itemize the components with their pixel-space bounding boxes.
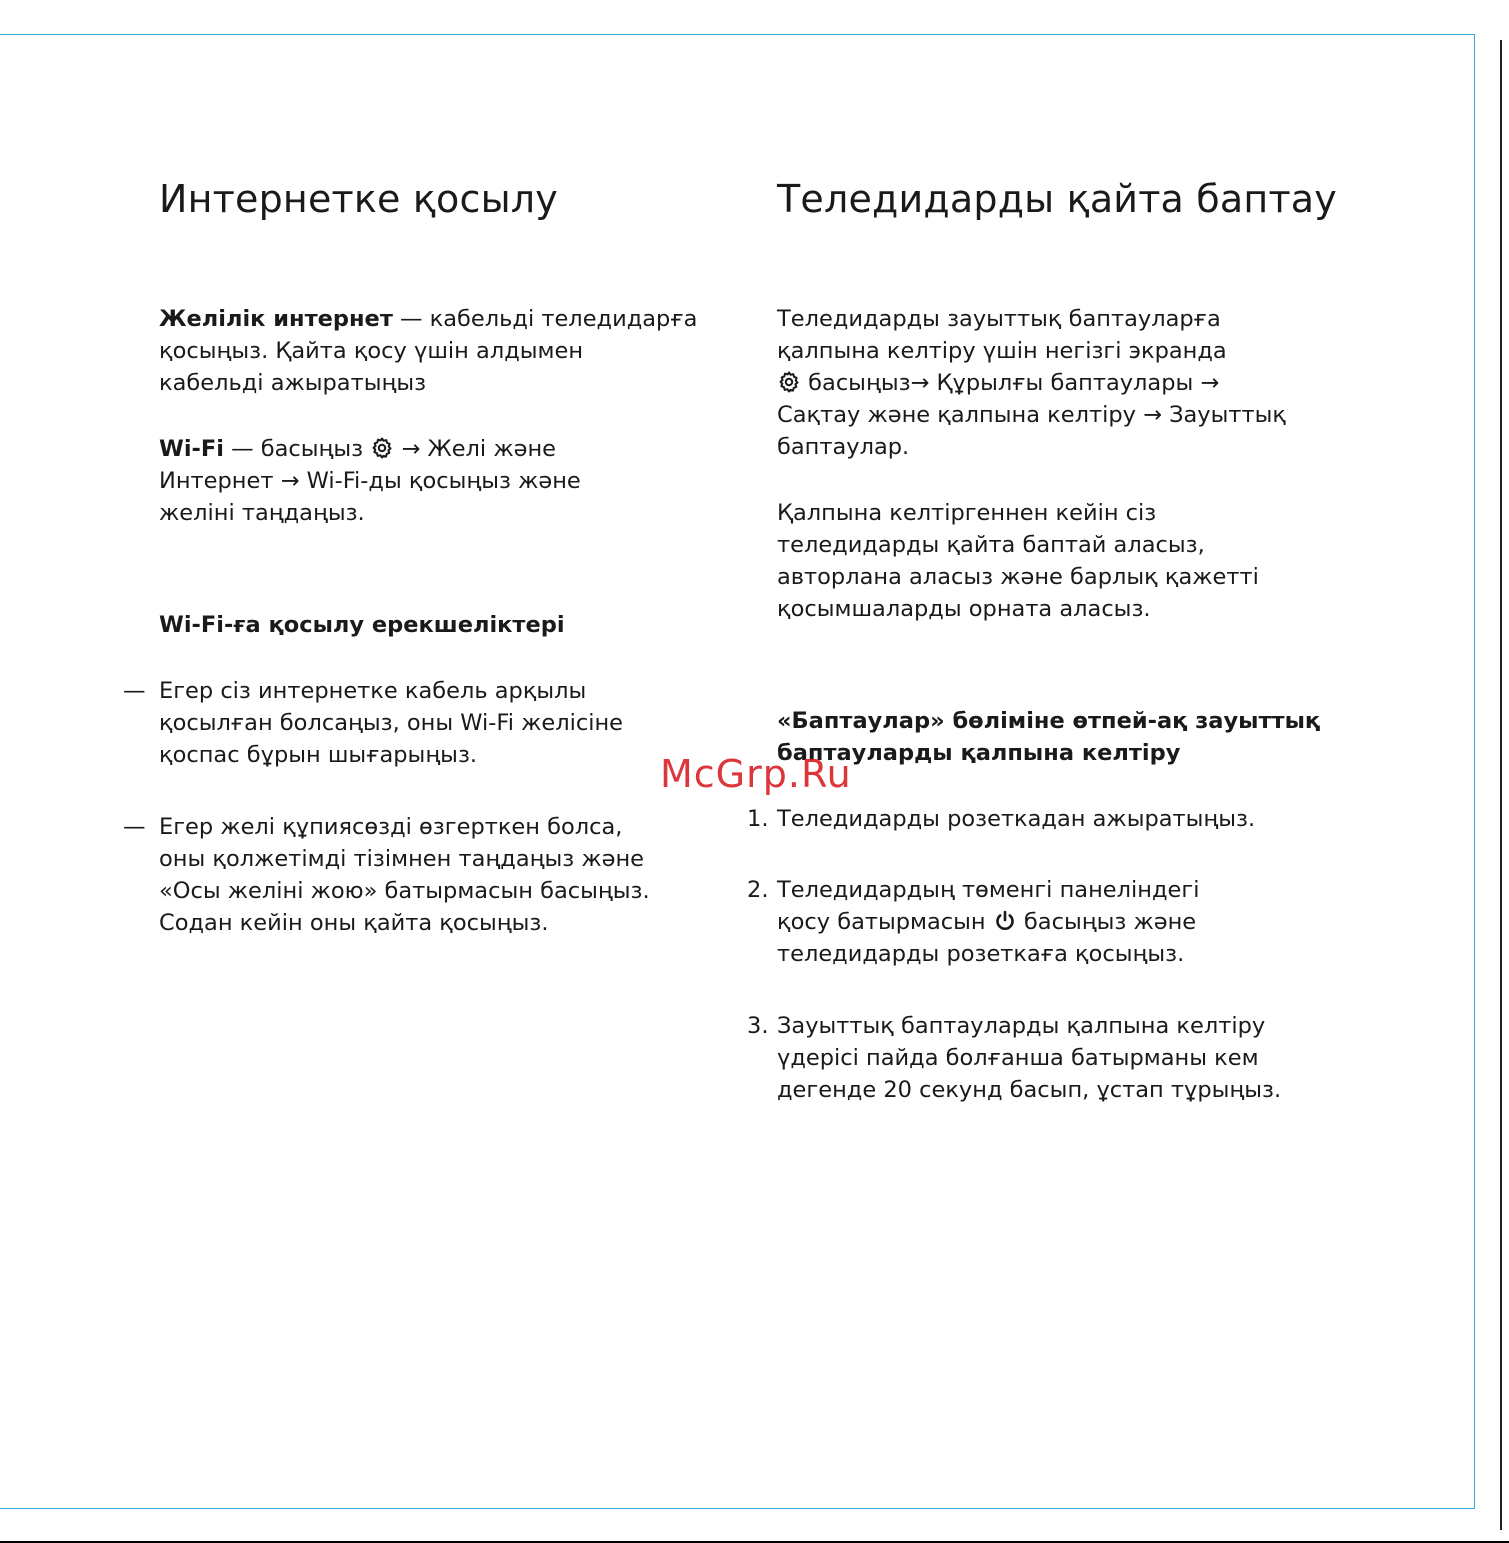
page-edge-rule bbox=[1500, 40, 1502, 1530]
reset-without-settings-heading: «Баптаулар» бөліміне өтпей-ақ зауыттық баптауларды қалпына келтіру bbox=[777, 708, 1321, 766]
wired-label: Желілік интернет bbox=[159, 306, 393, 332]
bullet-dash: — bbox=[123, 678, 146, 704]
bullet-item: — Егер желі құпиясөзді өзгерткен болса, оны қолжетімді тізімнен таңдаңыз және «Осы желіні жою» батырмасын басыңыз. Содан кейін оны қайта қосыңыз. bbox=[159, 811, 650, 939]
step-item: 1. Теледидарды розеткадан ажыратыңыз. bbox=[777, 803, 1255, 835]
gear-icon bbox=[777, 370, 801, 394]
page-frame-right bbox=[1474, 34, 1475, 1508]
step-number: 2. bbox=[747, 877, 769, 903]
wifi-features-heading: Wi-Fi-ға қосылу ерекшеліктері bbox=[159, 612, 565, 638]
bullet-dash: — bbox=[123, 814, 146, 840]
wifi-paragraph: Wi-Fi — басыңыз → Желі және Интернет → Wi-Fi-ды қосыңыз және желіні таңдаңыз. bbox=[159, 436, 581, 526]
power-icon bbox=[993, 909, 1017, 933]
gear-icon bbox=[370, 436, 394, 460]
wired-internet-paragraph: Желілік интернет — кабельді теледидарға қосыңыз. Қайта қосу үшін алдымен кабельді ажыратыңыз bbox=[159, 306, 698, 396]
step-number: 1. bbox=[747, 806, 769, 832]
watermark: McGrp.Ru bbox=[660, 752, 852, 796]
step-item: 3. Зауыттық баптауларды қалпына келтіру үдерісі пайда болғанша батырманы кем дегенде 20 секунд басып, ұстап тұрыңыз. bbox=[777, 1010, 1281, 1106]
factory-reset-paragraph: Теледидарды зауыттық баптауларға қалпына келтіру үшін негізгі экранда басыңыз→ Құрылғы баптаулары → Сақтау және қалпына келтіру → Зауыттық баптаулар. bbox=[777, 306, 1286, 460]
wifi-label: Wi-Fi bbox=[159, 436, 224, 462]
right-title: Теледидарды қайта баптау bbox=[777, 177, 1337, 221]
left-title: Интернетке қосылу bbox=[159, 177, 558, 221]
page-frame-bottom bbox=[0, 1508, 1475, 1509]
page-frame-top bbox=[0, 34, 1475, 35]
after-reset-paragraph: Қалпына келтіргеннен кейін сіз теледидарды қайта баптай аласыз, авторлана аласыз және барлық қажетті қосымшаларды орната аласыз. bbox=[777, 500, 1259, 622]
step-item: 2. Теледидардың төменгі панеліндегі қосу батырмасын басыңыз және теледидарды розеткаға қосыңыз. bbox=[777, 874, 1199, 970]
bullet-item: — Егер сіз интернетке кабель арқылы қосылған болсаңыз, оны Wi-Fi желісіне қоспас бұрын шығарыңыз. bbox=[159, 675, 623, 771]
step-number: 3. bbox=[747, 1013, 769, 1039]
